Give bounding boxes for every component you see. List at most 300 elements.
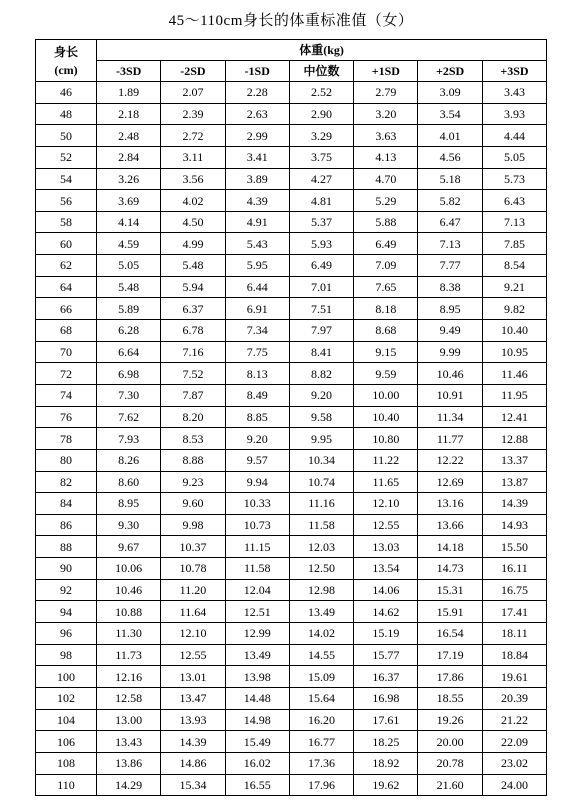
weight-cell: 9.20 <box>225 428 289 450</box>
length-header-label: 身长 <box>53 44 78 59</box>
weight-cell: 7.30 <box>97 384 161 406</box>
length-cell: 76 <box>36 406 97 428</box>
length-cell: 78 <box>36 428 97 450</box>
weight-cell: 7.97 <box>289 320 353 342</box>
weight-cell: 5.93 <box>289 233 353 255</box>
weight-cell: 4.27 <box>289 168 353 190</box>
length-cell: 108 <box>36 752 97 774</box>
weight-cell: 3.63 <box>354 125 418 147</box>
weight-cell: 4.39 <box>225 190 289 212</box>
weight-cell: 5.43 <box>225 233 289 255</box>
length-cell: 62 <box>36 255 97 277</box>
weight-cell: 20.00 <box>418 731 482 753</box>
table-row <box>36 341 547 363</box>
weight-cell: 16.98 <box>354 687 418 709</box>
weight-cell: 12.58 <box>97 687 161 709</box>
weight-cell: 11.15 <box>225 536 289 558</box>
weight-cell: 11.58 <box>289 514 353 536</box>
weight-cell: 8.49 <box>225 384 289 406</box>
weight-cell: 9.94 <box>225 471 289 493</box>
weight-cell: 5.89 <box>97 298 161 320</box>
weight-cell: 9.60 <box>161 493 225 515</box>
weight-cell: 8.53 <box>161 428 225 450</box>
weight-cell: 2.39 <box>161 103 225 125</box>
weight-cell: 13.54 <box>354 558 418 580</box>
length-cell: 50 <box>36 125 97 147</box>
weight-cell: 8.95 <box>418 298 482 320</box>
weight-cell: 14.93 <box>482 514 546 536</box>
weight-cell: 9.82 <box>482 298 546 320</box>
weight-cell: 3.75 <box>289 146 353 168</box>
length-cell: 72 <box>36 363 97 385</box>
weight-cell: 2.63 <box>225 103 289 125</box>
weight-cell: 15.77 <box>354 644 418 666</box>
weight-cell: 5.82 <box>418 190 482 212</box>
table-row <box>36 428 547 450</box>
weight-cell: 9.99 <box>418 341 482 363</box>
table-row <box>36 471 547 493</box>
weight-cell: 11.30 <box>97 623 161 645</box>
length-cell: 46 <box>36 82 97 104</box>
weight-cell: 12.50 <box>289 558 353 580</box>
weight-cell: 15.31 <box>418 579 482 601</box>
weight-cell: 15.64 <box>289 687 353 709</box>
length-cell: 64 <box>36 276 97 298</box>
weight-cell: 13.66 <box>418 514 482 536</box>
weight-cell: 7.34 <box>225 320 289 342</box>
length-cell: 84 <box>36 493 97 515</box>
weight-cell: 8.26 <box>97 449 161 471</box>
weight-cell: 5.29 <box>354 190 418 212</box>
weight-cell: 12.55 <box>354 514 418 536</box>
length-cell: 98 <box>36 644 97 666</box>
weight-cell: 11.22 <box>354 449 418 471</box>
weight-cell: 4.70 <box>354 168 418 190</box>
weight-cell: 11.34 <box>418 406 482 428</box>
weight-cell: 9.59 <box>354 363 418 385</box>
weight-cell: 4.56 <box>418 146 482 168</box>
weight-cell: 9.57 <box>225 449 289 471</box>
weight-cell: 9.49 <box>418 320 482 342</box>
weight-cell: 8.95 <box>97 493 161 515</box>
weight-cell: 17.19 <box>418 644 482 666</box>
weight-cell: 20.78 <box>418 752 482 774</box>
weight-cell: 14.06 <box>354 579 418 601</box>
weight-cell: 12.10 <box>161 623 225 645</box>
weight-cell: 8.88 <box>161 449 225 471</box>
length-cell: 48 <box>36 103 97 125</box>
weight-cell: 15.91 <box>418 601 482 623</box>
weight-cell: 11.46 <box>482 363 546 385</box>
weight-cell: 6.91 <box>225 298 289 320</box>
weight-cell: 14.48 <box>225 687 289 709</box>
weight-cell: 15.19 <box>354 623 418 645</box>
weight-cell: 9.20 <box>289 384 353 406</box>
weight-cell: 16.02 <box>225 752 289 774</box>
weight-cell: 16.37 <box>354 666 418 688</box>
header-row-top <box>36 40 547 61</box>
table-row <box>36 687 547 709</box>
table-row <box>36 774 547 796</box>
column-header: 中位数 <box>289 61 353 82</box>
table-row <box>36 558 547 580</box>
weight-cell: 4.01 <box>418 125 482 147</box>
weight-cell: 12.10 <box>354 493 418 515</box>
weight-cell: 12.22 <box>418 449 482 471</box>
weight-cell: 7.51 <box>289 298 353 320</box>
weight-cell: 17.86 <box>418 666 482 688</box>
table-row <box>36 146 547 168</box>
weight-cell: 8.41 <box>289 341 353 363</box>
weight-cell: 11.95 <box>482 384 546 406</box>
weight-cell: 5.05 <box>482 146 546 168</box>
weight-cell: 12.98 <box>289 579 353 601</box>
weight-cell: 13.00 <box>97 709 161 731</box>
weight-cell: 4.50 <box>161 211 225 233</box>
table-body <box>36 82 547 796</box>
weight-cell: 7.75 <box>225 341 289 363</box>
weight-cell: 6.28 <box>97 320 161 342</box>
weight-cell: 14.55 <box>289 644 353 666</box>
table-row <box>36 211 547 233</box>
weight-cell: 15.49 <box>225 731 289 753</box>
weight-cell: 10.73 <box>225 514 289 536</box>
weight-cell: 8.54 <box>482 255 546 277</box>
weight-cell: 7.01 <box>289 276 353 298</box>
weight-cell: 10.78 <box>161 558 225 580</box>
weight-cell: 11.58 <box>225 558 289 580</box>
table-row <box>36 493 547 515</box>
weight-cell: 13.93 <box>161 709 225 731</box>
table-row <box>36 752 547 774</box>
weight-cell: 14.62 <box>354 601 418 623</box>
page-title: 45～110cm身长的体重标准值（女） <box>168 13 414 29</box>
weight-cell: 19.62 <box>354 774 418 796</box>
weight-cell: 6.98 <box>97 363 161 385</box>
weight-cell: 3.26 <box>97 168 161 190</box>
table-row <box>36 298 547 320</box>
weight-cell: 18.25 <box>354 731 418 753</box>
weight-cell: 11.65 <box>354 471 418 493</box>
table-row <box>36 449 547 471</box>
weight-cell: 18.11 <box>482 623 546 645</box>
weight-cell: 14.98 <box>225 709 289 731</box>
weight-group-header: 体重(kg) <box>97 40 547 61</box>
table-row <box>36 82 547 104</box>
weight-cell: 6.37 <box>161 298 225 320</box>
weight-cell: 7.13 <box>418 233 482 255</box>
weight-cell: 9.67 <box>97 536 161 558</box>
weight-cell: 6.44 <box>225 276 289 298</box>
length-cell: 80 <box>36 449 97 471</box>
weight-cell: 4.91 <box>225 211 289 233</box>
weight-cell: 13.49 <box>289 601 353 623</box>
weight-cell: 21.22 <box>482 709 546 731</box>
weight-cell: 8.13 <box>225 363 289 385</box>
weight-cell: 2.79 <box>354 82 418 104</box>
length-cell: 58 <box>36 211 97 233</box>
weight-cell: 2.48 <box>97 125 161 147</box>
weight-cell: 2.52 <box>289 82 353 104</box>
weight-cell: 19.26 <box>418 709 482 731</box>
table-header <box>36 40 547 82</box>
weight-cell: 11.73 <box>97 644 161 666</box>
column-header: +3SD <box>482 61 546 82</box>
weight-cell: 15.34 <box>161 774 225 796</box>
weight-cell: 4.13 <box>354 146 418 168</box>
weight-cell: 18.84 <box>482 644 546 666</box>
weight-cell: 23.02 <box>482 752 546 774</box>
weight-cell: 20.39 <box>482 687 546 709</box>
table-row <box>36 536 547 558</box>
table-row <box>36 666 547 688</box>
weight-cell: 13.03 <box>354 536 418 558</box>
table-row <box>36 731 547 753</box>
weight-cell: 5.94 <box>161 276 225 298</box>
weight-cell: 6.47 <box>418 211 482 233</box>
table-row <box>36 276 547 298</box>
weight-cell: 16.75 <box>482 579 546 601</box>
weight-cell: 19.61 <box>482 666 546 688</box>
length-cell: 100 <box>36 666 97 688</box>
column-header: -1SD <box>225 61 289 82</box>
weight-cell: 9.30 <box>97 514 161 536</box>
weight-cell: 13.16 <box>418 493 482 515</box>
weight-cell: 6.78 <box>161 320 225 342</box>
weight-cell: 16.55 <box>225 774 289 796</box>
weight-cell: 7.52 <box>161 363 225 385</box>
weight-cell: 7.93 <box>97 428 161 450</box>
weight-cell: 2.99 <box>225 125 289 147</box>
weight-cell: 14.39 <box>482 493 546 515</box>
weight-cell: 12.41 <box>482 406 546 428</box>
weight-cell: 11.20 <box>161 579 225 601</box>
weight-standard-table <box>35 39 547 796</box>
weight-cell: 14.29 <box>97 774 161 796</box>
weight-cell: 10.74 <box>289 471 353 493</box>
length-header-unit: (cm) <box>54 62 78 77</box>
weight-cell: 12.55 <box>161 644 225 666</box>
table-row <box>36 363 547 385</box>
weight-cell: 4.14 <box>97 211 161 233</box>
weight-cell: 3.89 <box>225 168 289 190</box>
weight-cell: 13.37 <box>482 449 546 471</box>
weight-cell: 8.82 <box>289 363 353 385</box>
weight-cell: 13.87 <box>482 471 546 493</box>
weight-cell: 21.60 <box>418 774 482 796</box>
weight-cell: 14.39 <box>161 731 225 753</box>
weight-cell: 8.68 <box>354 320 418 342</box>
weight-cell: 7.16 <box>161 341 225 363</box>
table-row <box>36 125 547 147</box>
weight-cell: 12.03 <box>289 536 353 558</box>
weight-cell: 10.00 <box>354 384 418 406</box>
table-row <box>36 406 547 428</box>
weight-cell: 6.49 <box>354 233 418 255</box>
length-cell: 110 <box>36 774 97 796</box>
weight-cell: 16.20 <box>289 709 353 731</box>
weight-cell: 5.05 <box>97 255 161 277</box>
weight-cell: 10.80 <box>354 428 418 450</box>
length-cell: 96 <box>36 623 97 645</box>
weight-cell: 2.84 <box>97 146 161 168</box>
weight-cell: 4.59 <box>97 233 161 255</box>
weight-cell: 7.65 <box>354 276 418 298</box>
weight-cell: 13.01 <box>161 666 225 688</box>
weight-cell: 6.49 <box>289 255 353 277</box>
weight-cell: 10.40 <box>482 320 546 342</box>
weight-cell: 3.54 <box>418 103 482 125</box>
weight-cell: 12.69 <box>418 471 482 493</box>
weight-cell: 8.18 <box>354 298 418 320</box>
weight-cell: 12.99 <box>225 623 289 645</box>
weight-cell: 10.37 <box>161 536 225 558</box>
weight-cell: 16.77 <box>289 731 353 753</box>
weight-cell: 2.07 <box>161 82 225 104</box>
weight-cell: 7.85 <box>482 233 546 255</box>
weight-cell: 22.09 <box>482 731 546 753</box>
header-row-columns <box>36 61 547 82</box>
weight-cell: 14.86 <box>161 752 225 774</box>
weight-cell: 5.88 <box>354 211 418 233</box>
weight-cell: 7.62 <box>97 406 161 428</box>
weight-cell: 12.88 <box>482 428 546 450</box>
weight-cell: 9.98 <box>161 514 225 536</box>
weight-cell: 17.61 <box>354 709 418 731</box>
weight-cell: 4.02 <box>161 190 225 212</box>
weight-cell: 10.46 <box>418 363 482 385</box>
length-cell: 52 <box>36 146 97 168</box>
table-row <box>36 579 547 601</box>
weight-cell: 4.81 <box>289 190 353 212</box>
column-header: -2SD <box>161 61 225 82</box>
weight-cell: 15.09 <box>289 666 353 688</box>
weight-cell: 7.87 <box>161 384 225 406</box>
weight-cell: 13.43 <box>97 731 161 753</box>
weight-cell: 3.43 <box>482 82 546 104</box>
weight-cell: 18.92 <box>354 752 418 774</box>
length-cell: 56 <box>36 190 97 212</box>
length-cell: 86 <box>36 514 97 536</box>
weight-cell: 13.98 <box>225 666 289 688</box>
weight-cell: 8.20 <box>161 406 225 428</box>
weight-cell: 3.56 <box>161 168 225 190</box>
weight-cell: 11.64 <box>161 601 225 623</box>
length-cell: 68 <box>36 320 97 342</box>
weight-cell: 11.77 <box>418 428 482 450</box>
weight-cell: 4.44 <box>482 125 546 147</box>
length-cell: 102 <box>36 687 97 709</box>
length-cell: 104 <box>36 709 97 731</box>
weight-cell: 2.72 <box>161 125 225 147</box>
length-cell: 90 <box>36 558 97 580</box>
weight-cell: 8.85 <box>225 406 289 428</box>
weight-cell: 17.41 <box>482 601 546 623</box>
weight-cell: 14.73 <box>418 558 482 580</box>
weight-cell: 3.69 <box>97 190 161 212</box>
table-row <box>36 623 547 645</box>
table-row <box>36 255 547 277</box>
weight-cell: 16.54 <box>418 623 482 645</box>
weight-cell: 10.46 <box>97 579 161 601</box>
column-header: -3SD <box>97 61 161 82</box>
weight-cell: 24.00 <box>482 774 546 796</box>
weight-cell: 12.04 <box>225 579 289 601</box>
weight-cell: 3.11 <box>161 146 225 168</box>
weight-cell: 3.93 <box>482 103 546 125</box>
weight-cell: 18.55 <box>418 687 482 709</box>
length-cell: 66 <box>36 298 97 320</box>
length-cell: 106 <box>36 731 97 753</box>
weight-cell: 1.89 <box>97 82 161 104</box>
weight-cell: 13.86 <box>97 752 161 774</box>
weight-cell: 7.13 <box>482 211 546 233</box>
weight-cell: 5.18 <box>418 168 482 190</box>
length-cell: 60 <box>36 233 97 255</box>
weight-cell: 4.99 <box>161 233 225 255</box>
weight-cell: 14.18 <box>418 536 482 558</box>
weight-cell: 10.91 <box>418 384 482 406</box>
table-row <box>36 190 547 212</box>
length-cell: 92 <box>36 579 97 601</box>
weight-cell: 5.37 <box>289 211 353 233</box>
weight-cell: 10.40 <box>354 406 418 428</box>
weight-cell: 17.96 <box>289 774 353 796</box>
weight-cell: 2.28 <box>225 82 289 104</box>
weight-cell: 3.09 <box>418 82 482 104</box>
weight-cell: 9.15 <box>354 341 418 363</box>
length-header-cell <box>36 40 97 82</box>
weight-cell: 5.73 <box>482 168 546 190</box>
weight-cell: 12.16 <box>97 666 161 688</box>
table-row <box>36 601 547 623</box>
weight-cell: 10.06 <box>97 558 161 580</box>
weight-cell: 13.49 <box>225 644 289 666</box>
weight-cell: 3.41 <box>225 146 289 168</box>
weight-cell: 5.95 <box>225 255 289 277</box>
weight-cell: 3.29 <box>289 125 353 147</box>
weight-cell: 9.95 <box>289 428 353 450</box>
table-row <box>36 233 547 255</box>
weight-cell: 9.23 <box>161 471 225 493</box>
table-row <box>36 384 547 406</box>
weight-cell: 6.64 <box>97 341 161 363</box>
weight-cell: 6.43 <box>482 190 546 212</box>
table-row <box>36 514 547 536</box>
weight-cell: 14.02 <box>289 623 353 645</box>
length-cell: 94 <box>36 601 97 623</box>
table-row <box>36 709 547 731</box>
weight-cell: 16.11 <box>482 558 546 580</box>
table-row <box>36 644 547 666</box>
weight-cell: 8.60 <box>97 471 161 493</box>
weight-cell: 15.50 <box>482 536 546 558</box>
weight-cell: 7.77 <box>418 255 482 277</box>
column-header: +2SD <box>418 61 482 82</box>
weight-cell: 10.33 <box>225 493 289 515</box>
weight-cell: 2.18 <box>97 103 161 125</box>
weight-cell: 9.21 <box>482 276 546 298</box>
length-cell: 54 <box>36 168 97 190</box>
weight-cell: 10.88 <box>97 601 161 623</box>
weight-cell: 7.09 <box>354 255 418 277</box>
weight-cell: 5.48 <box>97 276 161 298</box>
weight-cell: 17.36 <box>289 752 353 774</box>
length-cell: 70 <box>36 341 97 363</box>
weight-cell: 5.48 <box>161 255 225 277</box>
length-cell: 74 <box>36 384 97 406</box>
weight-cell: 11.16 <box>289 493 353 515</box>
